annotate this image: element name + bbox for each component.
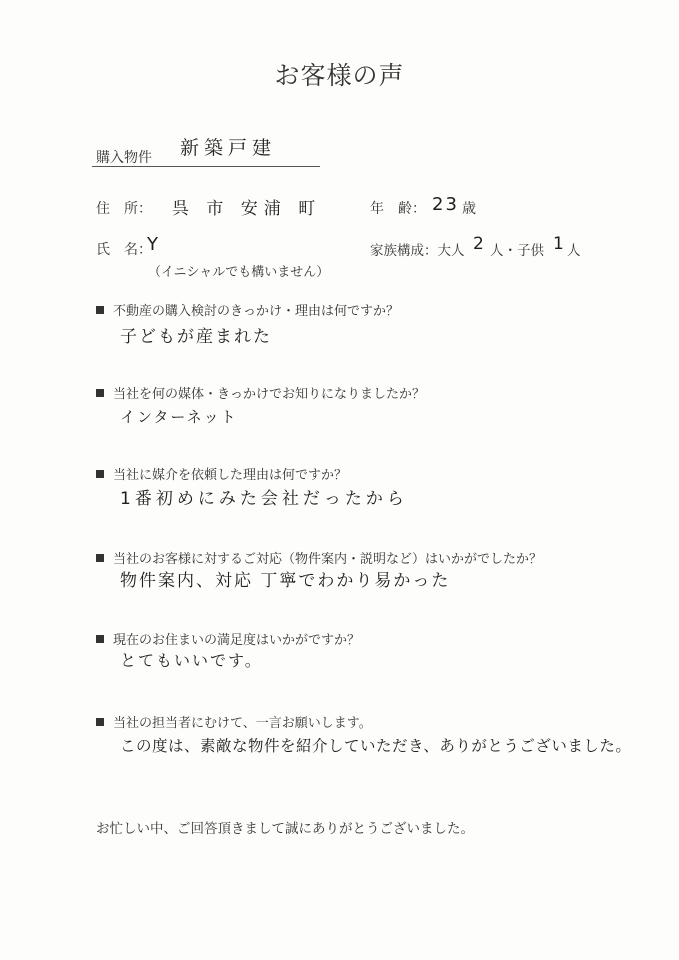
bullet-square-icon bbox=[96, 635, 104, 643]
answer-4: 物件案内、対応 丁寧でわかり易かった bbox=[120, 571, 451, 591]
property-underline bbox=[92, 166, 320, 167]
question-4 bbox=[96, 548, 542, 567]
question-1 bbox=[96, 300, 399, 319]
bullet-square-icon bbox=[96, 470, 104, 478]
bullet-square-icon bbox=[96, 389, 104, 397]
family-label: 家族構成：大人 bbox=[370, 243, 465, 259]
answer-6: この度は、素敵な物件を紹介していただき、ありがとうございました。 bbox=[120, 737, 632, 755]
property-label: 購入物件 bbox=[96, 150, 152, 166]
question-text: 当社のお客様に対するご対応（物件案内・説明など）はいかがでしたか？ bbox=[113, 552, 543, 567]
address-label: 住 所： bbox=[96, 201, 152, 217]
question-text: 当社に媒介を依頼した理由は何ですか？ bbox=[113, 468, 348, 483]
question-6 bbox=[96, 712, 372, 731]
address-value: 呉 市 安浦 町 bbox=[172, 199, 322, 219]
family-unit: 人 bbox=[567, 243, 581, 259]
answer-1: 子どもが産まれた bbox=[120, 327, 272, 347]
question-5 bbox=[96, 629, 360, 648]
name-note: （イニシャルでも構いません） bbox=[148, 265, 330, 280]
bullet-square-icon bbox=[96, 718, 104, 726]
question-text: 当社の担当者にむけて、一言お願いします。 bbox=[113, 716, 372, 731]
question-text: 不動産の購入検討のきっかけ・理由は何ですか？ bbox=[113, 304, 400, 319]
age-unit: 歳 bbox=[462, 201, 476, 217]
question-text: 現在のお住まいの満足度はいかがですか？ bbox=[113, 633, 361, 648]
answer-2: インターネット bbox=[120, 408, 238, 426]
family-children: 1 bbox=[553, 234, 566, 254]
closing-message: お忙しい中、ご回答頂きまして誠にありがとうございました。 bbox=[96, 821, 474, 837]
answer-5: とてもいいです。 bbox=[120, 651, 263, 670]
page-title: お客様の声 bbox=[274, 61, 405, 90]
family-middle: 人・子供 bbox=[490, 243, 544, 259]
name-value: Y bbox=[147, 234, 160, 255]
age-value: 23 bbox=[432, 194, 459, 215]
age-label: 年 齢： bbox=[370, 201, 426, 217]
answer-3: 1番初めにみた会社だったから bbox=[120, 489, 408, 509]
property-value: 新築戸建 bbox=[180, 137, 277, 159]
question-2 bbox=[96, 383, 425, 402]
name-label: 氏 名： bbox=[96, 242, 152, 258]
bullet-square-icon bbox=[96, 554, 104, 562]
family-adults: 2 bbox=[473, 234, 486, 254]
bullet-square-icon bbox=[96, 306, 104, 314]
question-3 bbox=[96, 464, 347, 483]
question-text: 当社を何の媒体・きっかけでお知りになりましたか？ bbox=[113, 387, 426, 402]
